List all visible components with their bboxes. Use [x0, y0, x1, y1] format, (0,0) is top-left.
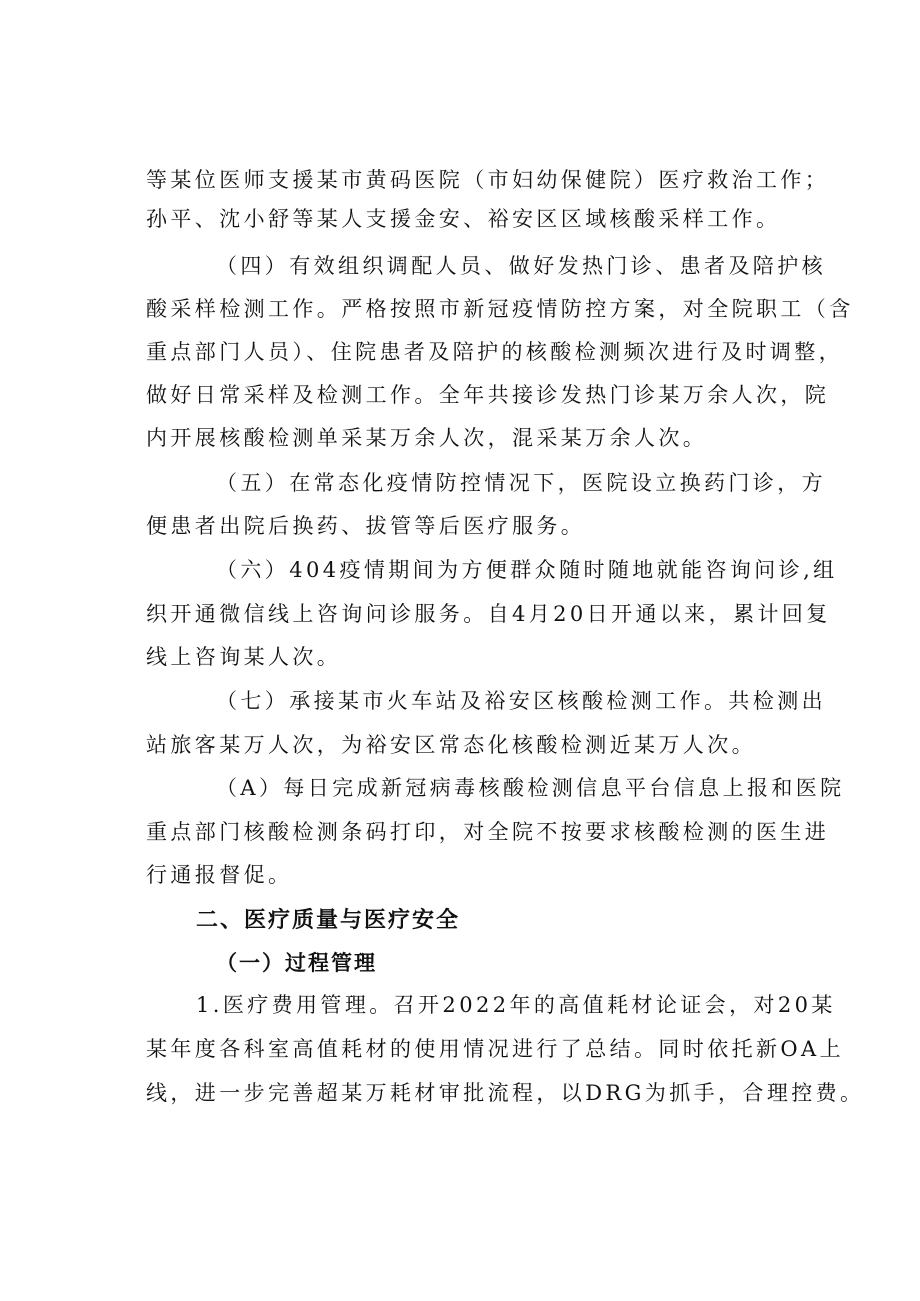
- body-text-line: 行通报督促。: [146, 863, 293, 887]
- body-text-line: 做好日常采样及检测工作。全年共接诊发热门诊某万余人次，院: [146, 383, 830, 407]
- body-text-line: 某年度各科室高值耗材的使用情况进行了总结。同时依托新OA上: [146, 1037, 844, 1061]
- subsection-heading: （一）过程管理: [216, 950, 377, 975]
- body-text-line: 孙平、沈小舒等某人支援金安、裕安区区域核酸采样工作。: [146, 207, 781, 231]
- body-text-line: 重点部门核酸检测条码打印，对全院不按要求核酸检测的医生进: [146, 820, 830, 844]
- body-text-line: 织开通微信线上咨询问诊服务。自4月20日开通以来，累计回复: [146, 602, 831, 626]
- paragraph-five-first-line: （五）在常态化疫情防控情况下，医院设立换药门诊，方: [216, 471, 826, 495]
- paragraph-eight-first-line: （A）每日完成新冠病毒核酸检测信息平台信息上报和医院: [216, 776, 845, 800]
- body-text-line: 重点部门人员）、住院患者及陪护的核酸检测频次进行及时调整，: [146, 340, 844, 364]
- paragraph-four-first-line: （四）有效组织调配人员、做好发热门诊、患者及陪护核: [216, 254, 826, 278]
- closing-paragraph-first-line: 1.医疗费用管理。召开2022年的高值耗材论证会，对20某: [196, 993, 836, 1017]
- body-text-line: 线上咨询某人次。: [146, 645, 342, 669]
- paragraph-six-first-line: （六）404疫情期间为方便群众随时随地就能咨询问诊,组: [216, 558, 838, 582]
- body-text-line: 内开展核酸检测单采某万余人次，混采某万余人次。: [146, 426, 708, 450]
- paragraph-seven-first-line: （七）承接某市火车站及裕安区核酸检测工作。共检测出: [216, 689, 826, 713]
- section-heading: 二、医疗质量与医疗安全: [196, 907, 461, 933]
- body-text-line: 便患者出院后换药、拔管等后医疗服务。: [146, 514, 586, 538]
- body-text-line: 酸采样检测工作。严格按照市新冠疫情防控方案，对全院职工（含: [146, 297, 854, 321]
- body-text-line: 等某位医师支援某市黄码医院（市妇幼保健院）医疗救治工作；: [146, 168, 830, 192]
- body-text-line: 线，进一步完善超某万耗材审批流程，以DRG为抓手，合理控费。: [146, 1081, 865, 1105]
- body-text-line: 站旅客某万人次，为裕安区常态化核酸检测近某万人次。: [146, 733, 756, 757]
